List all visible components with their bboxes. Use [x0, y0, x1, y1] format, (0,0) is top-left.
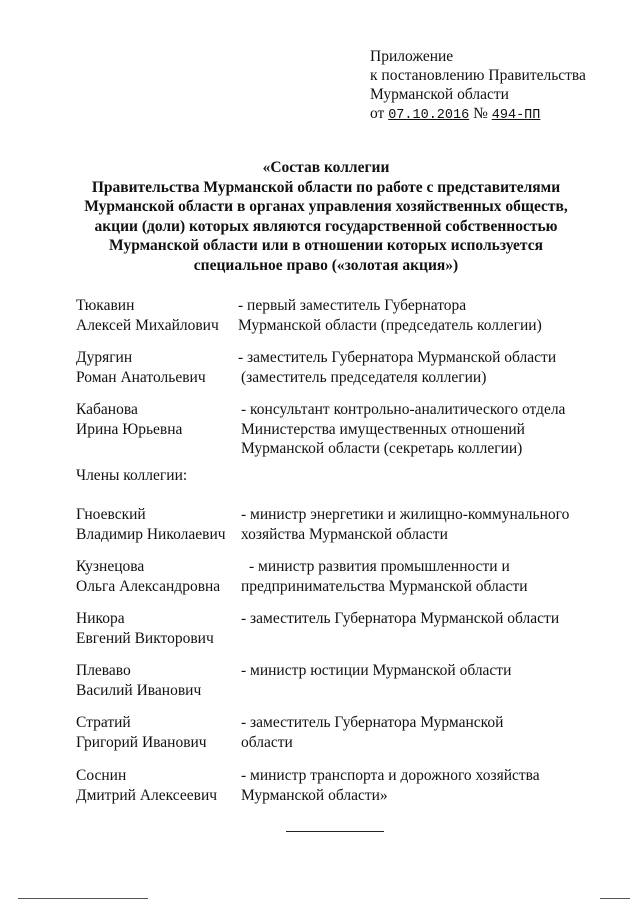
- member-name: [76, 296, 236, 335]
- appendix-reference: [370, 104, 586, 125]
- role-line: предпринимательства Мурманской области: [241, 577, 528, 595]
- member-name: [76, 348, 236, 387]
- role-line: Мурманской области (секретарь коллегии): [241, 440, 523, 457]
- role-line: Мурманской области»: [241, 786, 388, 804]
- member-role: [241, 609, 621, 629]
- role-line: - заместитель Губернатора Мурманской: [241, 714, 504, 731]
- member-name: [76, 766, 236, 805]
- member-role: [238, 296, 618, 335]
- role-line: - заместитель Губернатора Мурманской области: [241, 610, 560, 627]
- appendix-line: Мурманской области: [370, 86, 509, 103]
- title-line: Мурманской области в органах управления хозяйственных обществ,: [84, 198, 568, 215]
- appendix-line: к постановлению Правительства: [370, 67, 586, 84]
- member-given-name: Евгений Викторович: [76, 629, 214, 647]
- member-role: [241, 400, 621, 459]
- member-given-name: Ольга Александровна: [76, 577, 221, 595]
- role-line: - заместитель Губернатора Мурманской области: [238, 349, 557, 366]
- member-role: [241, 505, 621, 544]
- role-line: области: [241, 733, 293, 751]
- number-sign: №: [473, 105, 488, 122]
- member-surname: Кузнецова: [76, 558, 145, 575]
- role-line: (заместитель председателя коллегии): [241, 368, 487, 386]
- resolution-date: 07.10.2016: [388, 108, 470, 123]
- document-title: [60, 158, 592, 275]
- title-line: специальное право («золотая акция»): [193, 256, 459, 274]
- member-given-name: Ирина Юрьевна: [76, 420, 183, 438]
- role-line: - министр юстиции Мурманской области: [241, 662, 512, 679]
- member-given-name: Владимир Николаевич: [76, 525, 226, 543]
- title-line: Мурманской области или в отношении которых используется: [109, 237, 543, 254]
- member-role: [241, 661, 621, 681]
- member-name: [76, 505, 236, 544]
- resolution-number: 494-ПП: [491, 108, 541, 123]
- member-role: [241, 766, 621, 805]
- member-surname: Плеваво: [76, 662, 131, 679]
- member-given-name: Роман Анатольевич: [76, 368, 206, 386]
- role-line: - консультант контрольно-аналитического отдела: [241, 401, 566, 418]
- member-name: [76, 713, 236, 752]
- member-surname: Дурягин: [76, 349, 133, 366]
- footer-divider-right: [600, 898, 630, 899]
- title-line: акции (доли) которых являются государственной собственностью: [94, 217, 558, 235]
- ref-prefix: от: [370, 105, 385, 122]
- member-role: [241, 557, 621, 596]
- title-line: Правительства Мурманской области по работе с представителями: [91, 178, 561, 196]
- member-role: [238, 348, 618, 387]
- member-name: [76, 557, 236, 596]
- members-label: Члены коллегии:: [76, 467, 188, 484]
- member-surname: Стратий: [76, 714, 131, 731]
- role-line: - первый заместитель Губернатора: [238, 297, 467, 314]
- member-surname: Соснин: [76, 767, 127, 784]
- member-given-name: Алексей Михайлович: [76, 316, 219, 334]
- role-line: хозяйства Мурманской области: [241, 525, 448, 543]
- role-line: - министр транспорта и дорожного хозяйства: [241, 767, 540, 784]
- member-given-name: Василий Иванович: [76, 681, 202, 699]
- role-line: Министерства имущественных отношений: [241, 420, 525, 438]
- role-line: Мурманской области (председатель коллегии): [238, 316, 542, 334]
- member-surname: Гноевский: [76, 506, 146, 523]
- member-name: [76, 609, 236, 648]
- member-name: [76, 661, 236, 700]
- appendix-line: Приложение: [370, 48, 454, 65]
- member-surname: Никора: [76, 610, 125, 627]
- role-line: - министр энергетики и жилищно-коммунального: [241, 506, 570, 523]
- footer-divider-left: [18, 898, 148, 899]
- member-surname: Кабанова: [76, 401, 138, 418]
- member-given-name: Дмитрий Алексеевич: [76, 786, 218, 804]
- role-line: - министр развития промышленности и: [249, 558, 510, 575]
- member-surname: Тюкавин: [76, 297, 135, 314]
- member-given-name: Григорий Иванович: [76, 733, 207, 751]
- appendix-header: [370, 47, 586, 125]
- member-role: [241, 713, 621, 752]
- member-name: [76, 400, 236, 439]
- title-line: «Состав коллегии: [262, 159, 390, 176]
- closing-divider: [286, 831, 384, 832]
